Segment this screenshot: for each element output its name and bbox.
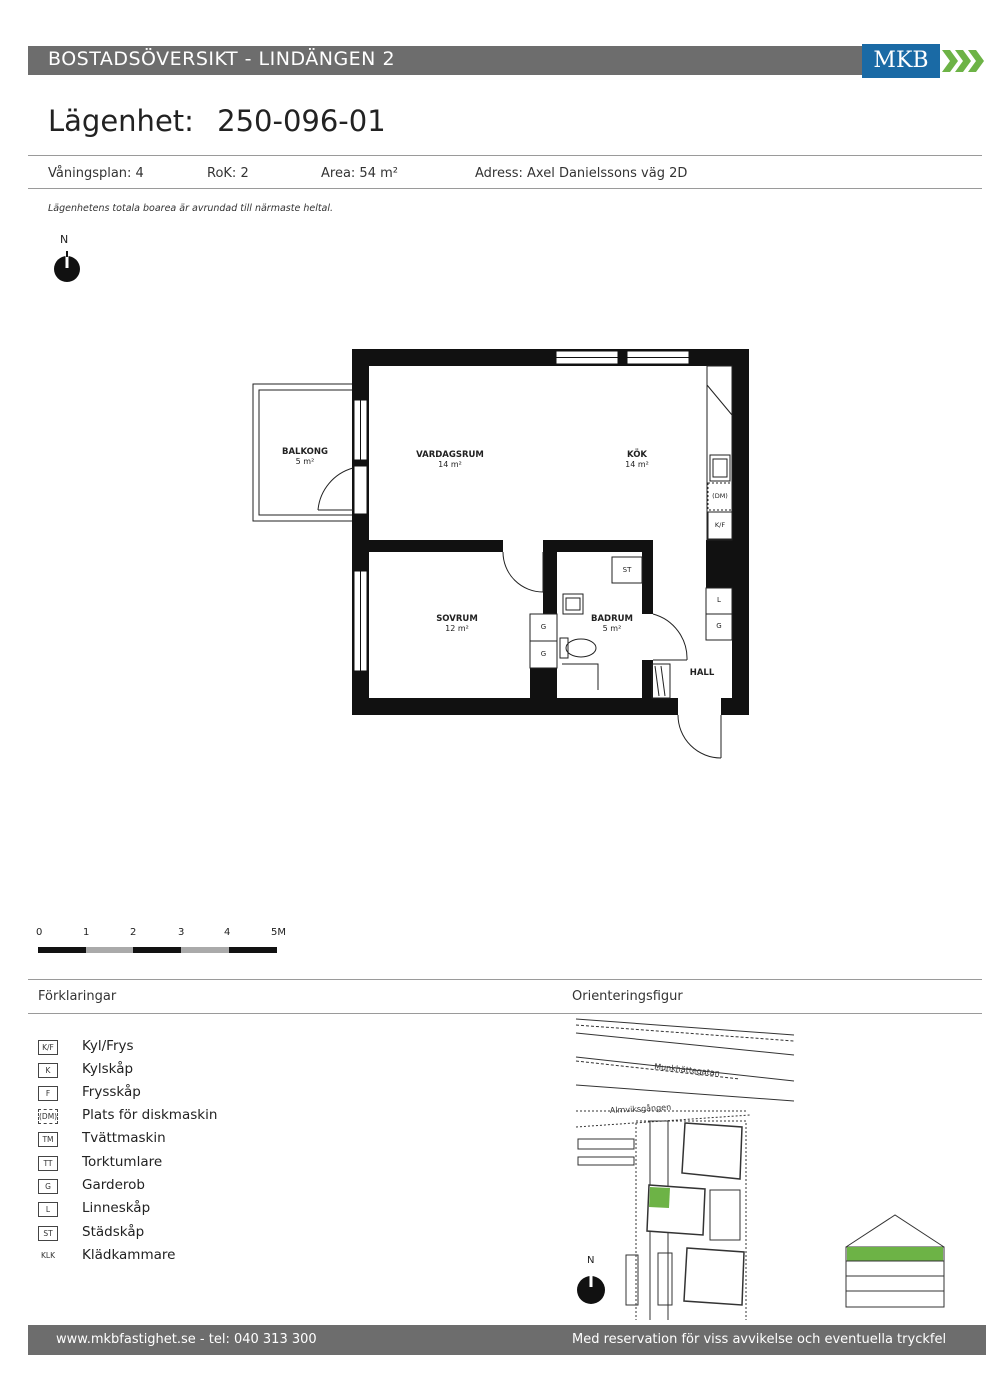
legend-label: Plats för diskmaskin (82, 1107, 218, 1123)
fixture-g: G (716, 622, 722, 630)
svg-text:Almviksgången: Almviksgången (609, 1102, 672, 1115)
legend-code: K/F (38, 1040, 58, 1055)
legend-title: Förklaringar (38, 989, 117, 1004)
footer-disclaimer: Med reservation för viss avvikelse och eventuella tryckfel (572, 1332, 947, 1347)
orientation-title: Orienteringsfigur (572, 989, 683, 1004)
apartment-label: Lägenhet: (48, 104, 194, 138)
legend-label: Klädkammare (82, 1247, 176, 1263)
legend-label: Garderob (82, 1177, 146, 1193)
room-sovrum: SOVRUM 12 m² (436, 614, 478, 633)
scale-label: 5M (271, 927, 286, 938)
info-address: Adress: Axel Danielssons väg 2D (475, 166, 688, 181)
legend-label: Tvättmaskin (82, 1130, 166, 1146)
header-title: BOSTADSÖVERSIKT - LINDÄNGEN 2 (48, 48, 396, 70)
scale-label: 1 (83, 927, 90, 938)
apartment-number: 250-096-01 (217, 104, 386, 138)
room-hall: HALL (689, 668, 715, 678)
legend-code: TT (38, 1156, 58, 1171)
legend-label: Torktumlare (82, 1154, 163, 1170)
compass-label: N (60, 233, 69, 246)
legend-code: K (38, 1063, 58, 1078)
scale-label: 2 (130, 927, 137, 938)
room-vardagsrum: VARDAGSRUM 14 m² (416, 450, 484, 469)
room-badrum: BADRUM 5 m² (590, 614, 634, 633)
svg-text:Munkhättegatan: Munkhättegatan (653, 1062, 721, 1078)
legend-code: L (38, 1202, 58, 1217)
building-section-icon (843, 1212, 947, 1310)
info-floor: Våningsplan: 4 (48, 166, 144, 181)
fixture-st: ST (622, 566, 632, 574)
legend-code: TM (38, 1132, 58, 1147)
legend-label: Linneskåp (82, 1200, 151, 1216)
room-kok: KÖK 14 m² (625, 450, 649, 469)
legend-code: (DM) (38, 1109, 58, 1124)
svg-text:N: N (587, 1255, 595, 1266)
divider (28, 1013, 982, 1014)
divider (28, 979, 982, 980)
fixture-dm: (DM) (712, 492, 728, 500)
legend-label: Städskåp (82, 1224, 145, 1240)
scale-label: 4 (224, 927, 231, 938)
fixture-g: G (540, 650, 547, 658)
legend-label: Kyl/Frys (82, 1038, 134, 1054)
scale-label: 3 (178, 927, 185, 938)
legend-code: KLK (38, 1249, 58, 1264)
legend-label: Kylskåp (82, 1061, 134, 1077)
legend-code: ST (38, 1226, 58, 1241)
info-area: Area: 54 m² (321, 166, 398, 181)
legend-label: Frysskåp (82, 1084, 141, 1100)
footer-contact: www.mkbfastighet.se - tel: 040 313 300 (56, 1332, 317, 1347)
fixture-kf: K/F (714, 521, 726, 529)
logo-text: MKB (862, 44, 940, 78)
legend-code: G (38, 1179, 58, 1194)
scale-bar (38, 945, 278, 955)
fixture-l: L (717, 596, 721, 604)
orientation-map (570, 1015, 800, 1320)
room-balkong: BALKONG 5 m² (282, 447, 328, 466)
legend-code: F (38, 1086, 58, 1101)
fixture-g: G (540, 623, 547, 631)
area-note: Lägenhetens totala boarea är avrundad till närmaste heltal. (48, 203, 334, 214)
info-rok: RoK: 2 (207, 166, 249, 181)
scale-label: 0 (36, 927, 43, 938)
